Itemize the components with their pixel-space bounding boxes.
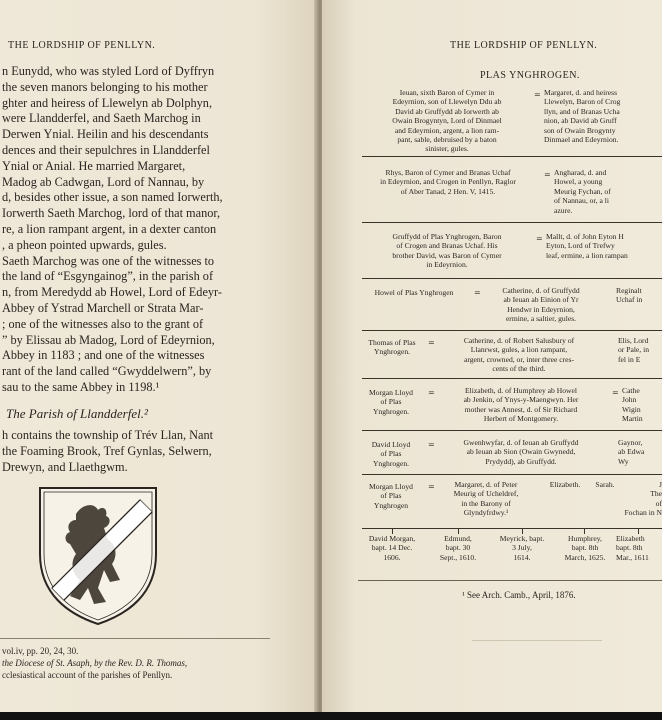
pedigree-cell: Elis, Lord or Pale, in fel in E <box>618 336 650 364</box>
pedigree-cell: Margaret, d. and heiress Llewelyn, Baron of Crog llyn, and of Branas Ucha nion, ab David ab Gruff son of Owain Brogynty Dinmael and Edeyrnion. <box>544 88 621 145</box>
right-running-head: THE LORDSHIP OF PENLLYN. <box>450 40 598 51</box>
footnote-rule <box>358 580 662 581</box>
marriage-symbol: = <box>474 288 481 297</box>
pedigree-child: Edmund, bapt. 30 Sept., 1610. <box>439 534 477 562</box>
pedigree-cell: Gaynor, ab Edwa Wy <box>618 438 645 466</box>
pedigree-cell: Margaret, d. of Peter Meurig of Ucheldref, in the Barony of Glyndyfrdwy.¹ <box>453 480 519 518</box>
marriage-symbol: = <box>428 482 435 491</box>
body-line: n Eunydd, who was styled Lord of Dyffryn <box>2 64 215 78</box>
body-line: ” by Elissau ab Madog, Lord of Edeyrnion, <box>2 332 215 347</box>
left-running-head: THE LORDSHIP OF PENLLYN. <box>8 40 156 51</box>
pedigree-cell: Elizabeth, d. of Humphrey ab Howel ab Jenkin, of Ynys-y-Maengwyn. Her mother was Annest, d. of Sir Richard Herbert of Montgomery. <box>463 386 579 424</box>
body-line: Saeth Marchog was one of the witnesses to <box>2 253 215 268</box>
right-page <box>322 0 662 712</box>
marriage-symbol: = <box>534 90 541 99</box>
footnote-line: the Diocese of St. Asaph, by the Rev. D. R. Thomas, <box>2 658 188 668</box>
coat-of-arms-shield-icon <box>36 484 160 626</box>
pedigree-cell: Gwenhwyfar, d. of Ieuan ab Gruffydd ab Ieuan ab Sion (Owain Gwynedd, Prydydd), ab Gruffydd. <box>463 438 579 466</box>
pedigree-cell: Thomas of Plas Ynghrogen. <box>368 338 416 357</box>
footnote-line: cclesiastical account of the parishes of Penllyn. <box>2 670 173 680</box>
left-footnotes <box>2 645 187 681</box>
pedigree-cell: Elizabeth. <box>549 480 581 489</box>
body-line: d, besides other issue, a son named Iorwerth, <box>2 190 223 205</box>
pedigree-cell: Ieuan, sixth Baron of Cymer in Edeyrnion, son of Llewelyn Ddu ab David ab Gruffydd ab Iorwerth ab Owain Brogyntyn, Lord of Dinmael and Edeyrnion, argent, a lion ram- pant, sable, debruised by a baton sinister, gules. <box>392 88 502 154</box>
pedigree-cell: David Lloyd of Plas Ynghrogen. <box>371 440 411 468</box>
pedigree-cell: Gruffydd of Plas Ynghrogen, Baron of Crogen and Branas Uchaf. His brother David, was Baron of Cymer in Edeyrnion. <box>392 232 502 270</box>
pedigree-line <box>362 330 662 331</box>
pedigree-line <box>362 430 662 431</box>
pedigree-cell: Angharad, d. and Howel, a young Meurig Fychan, of of Nannau, or, a li azure. <box>554 168 611 215</box>
marriage-symbol: = <box>428 388 435 397</box>
pedigree-line <box>362 278 662 279</box>
right-footnote: ¹ See Arch. Camb., April, 1876. <box>462 590 576 600</box>
body-line: the land of “Esgyngainog”, in the parish of <box>2 269 214 284</box>
pedigree-child: Meyrick, bapt. 3 July, 1614. <box>499 534 545 562</box>
left-body-text <box>2 64 276 396</box>
pedigree-cell: Cathe John Wigin Martin <box>622 386 643 424</box>
pedigree-cell: Catherine, d. of Gruffydd ab Ieuan ab Einion of Yr Hendwr in Edeyrnion, ermine, a saltier, gules. <box>502 286 580 324</box>
pedigree-child: Elizabeth bapt. 8th Mar., 1611 <box>616 534 649 562</box>
body-line: sau to the same Abbey in 1198.¹ <box>2 379 160 394</box>
body-line: rant of the land called “Gwyddelwern”, by <box>2 364 212 379</box>
marriage-symbol: = <box>428 440 435 449</box>
section-line: the Foaming Brook, Tref Gynlas, Selwern, <box>2 443 212 458</box>
body-line: dences and their sepulchres in Llandderfel <box>2 142 210 157</box>
body-line: were Llandderfel, and Saeth Marchog in <box>2 111 201 126</box>
marriage-symbol: = <box>428 338 435 347</box>
bottom-edge <box>0 712 662 720</box>
pedigree-line <box>362 378 662 379</box>
pedigree-line <box>362 528 662 529</box>
pedigree-cell: Morgan Lloyd of Plas Ynghrogen. <box>369 388 413 416</box>
section-title: The Parish of Llandderfel.² <box>6 406 148 421</box>
body-line: n, from Meredydd ab Howel, Lord of Edeyr- <box>2 285 223 300</box>
left-page <box>0 0 318 712</box>
pedigree-child: David Morgan, bapt. 14 Dec. 1606. <box>368 534 416 562</box>
faint-rule <box>472 640 602 641</box>
body-line: re, a lion rampant argent, in a dexter canton <box>2 221 217 236</box>
pedigree-cell: Rhys, Baron of Cymer and Branas Uchaf in Edeyrnion, and Crogen in Penllyn, Raglor of Aber Tanad, 2 Hen. V, 1415. <box>380 168 516 196</box>
marriage-symbol: = <box>544 170 551 179</box>
body-line: Iorwerth Saeth Marchog, lord of that manor, <box>2 206 221 221</box>
pedigree-title: PLAS YNGHROGEN. <box>480 70 580 81</box>
body-line: Abbey in 1183 ; and one of the witnesses <box>2 348 205 363</box>
section-line: h contains the township of Trév Llan, Nant <box>2 428 214 442</box>
pedigree-cell: Reginalt Uchaf in <box>616 286 643 305</box>
pedigree-cell: Mallt, d. of John Eyton H Eyton, Lord of Trefwy leaf, ermine, a lion rampan <box>546 232 628 260</box>
pedigree-child: Humphrey, bapt. 8th March, 1625. <box>564 534 606 562</box>
pedigree-cell: J The of Fochan in N <box>624 480 662 518</box>
marriage-symbol: = <box>536 234 543 243</box>
pedigree-cell: Catherine, d. of Robert Salusbury of Llanrwst, gules, a lion rampant, argent, crowned, or, inter three cres- cents of the third. <box>463 336 575 374</box>
body-line: Abbey of Ystrad Marchell or Strata Mar- <box>2 300 204 315</box>
pedigree-cell: Sarah. <box>595 480 615 489</box>
pedigree-cell: Morgan Lloyd of Plas Ynghrogen <box>369 482 413 510</box>
body-line: ghter and heiress of Llewelyn ab Dolphyn, <box>2 95 213 110</box>
body-line: Madog ab Cadwgan, Lord of Nannau, by <box>2 174 205 189</box>
body-line: Derwen Ynial. Heilin and his descendants <box>2 127 209 142</box>
marriage-symbol: = <box>612 388 619 397</box>
body-line: , a pheon pointed upwards, gules. <box>2 237 167 252</box>
footnote-rule <box>0 638 270 639</box>
body-line: ; one of the witnesses also to the grant of <box>2 316 204 331</box>
footnote-line: vol.iv, pp. 20, 24, 30. <box>2 646 79 656</box>
body-line: the seven manors belonging to his mother <box>2 79 208 94</box>
pedigree-cell: Howel of Plas Ynghrogen <box>374 288 454 297</box>
section-text <box>2 428 280 475</box>
body-line: Ynial or Anial. He married Margaret, <box>2 158 186 173</box>
pedigree-line <box>362 474 662 475</box>
pedigree-line <box>362 222 662 223</box>
pedigree-line <box>362 156 662 157</box>
section-line: Drewyn, and Llaethgwm. <box>2 459 128 474</box>
